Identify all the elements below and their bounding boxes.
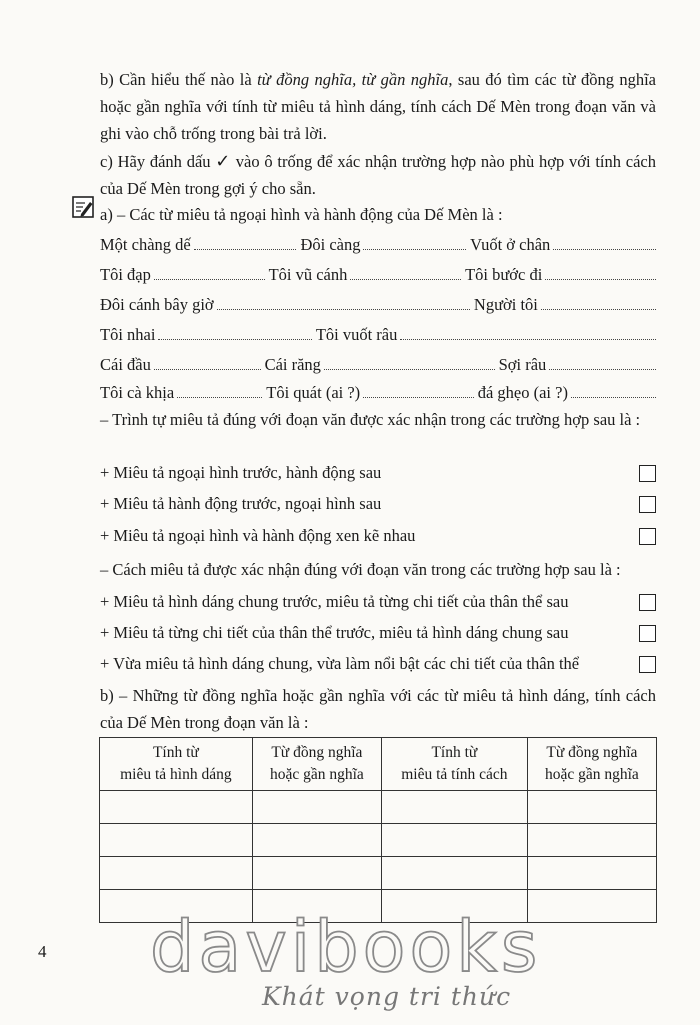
instruction-b-italic: từ đồng nghĩa, từ gần nghĩa [257,70,449,89]
fill-label: Tôi quát (ai ?) [266,383,361,402]
blank-line[interactable] [154,368,261,370]
fill-row [100,381,656,403]
fill-label: Tôi nhai [100,325,156,344]
table-cell[interactable] [381,791,527,824]
header-shape-adjective [100,738,253,791]
table-row [100,824,657,857]
fill-label: Tôi cà khịa [100,383,175,402]
instruction-b-suffix: , sau đó tìm các từ đồng nghĩa hoặc gần nghĩa với tính từ miêu tả hình dáng, tính cách Dế Mèn trong đoạn văn và ghi vào chỗ trống trong bài trả lời. [100,70,657,143]
table-cell[interactable] [527,890,656,923]
method-option [100,654,656,678]
fill-label: Cái răng [264,355,321,374]
blank-line[interactable] [363,248,466,250]
pencil-note-icon [72,196,94,218]
instruction-b-prefix: b) Cần hiểu thế nào là [100,70,258,89]
table-cell[interactable] [381,857,527,890]
option-label: + Miêu tả ngoại hình trước, hành động sau [100,463,382,482]
sequence-option [100,494,656,518]
instruction-c-prefix: c) Hãy đánh dấu [100,152,216,171]
table-row [100,791,657,824]
method-option [100,623,656,647]
fill-label: Đôi cánh bây giờ [100,295,214,314]
fill-row [100,353,656,375]
blank-line[interactable] [545,278,656,280]
header-line: miêu tả tính cách [401,766,508,783]
method-heading: – Cách miêu tả được xác nhận đúng với đoạn văn trong các trường hợp sau là : [100,560,621,579]
fill-row [100,293,656,315]
checkbox[interactable] [639,625,656,642]
checkbox[interactable] [639,465,656,482]
fill-label: Tôi vuốt râu [315,325,398,344]
page-number: 4 [38,942,47,961]
fill-row [100,323,656,345]
option-label: + Miêu tả hình dáng chung trước, miêu tả từng chi tiết của thân thể sau [100,592,569,611]
sequence-option [100,526,656,550]
option-label: + Miêu tả từng chi tiết của thân thể trước, miêu tả hình dáng chung sau [100,623,569,642]
watermark-logo: davibooks [150,906,542,988]
header-line: Tính từ [431,744,478,761]
header-character-synonym [527,738,656,791]
fill-label: Người tôi [473,295,538,314]
fill-label: Tôi vũ cánh [268,265,348,284]
table-cell[interactable] [381,824,527,857]
fill-label: đá ghẹo (ai ?) [477,383,568,402]
fill-row [100,263,656,285]
table-cell[interactable] [100,824,253,857]
checkbox[interactable] [639,496,656,513]
instruction-c [100,148,656,202]
header-character-adjective [381,738,527,791]
fill-label: Tôi đạp [100,265,151,284]
watermark-tagline: Khát vọng tri thức [262,982,512,1011]
fill-label: Sợi râu [498,355,547,374]
fill-label: Vuốt ở chân [470,235,551,254]
instruction-c-suffix: vào ô trống để xác nhận trường hợp nào phù hợp với tính cách của Dế Mèn trong gợi ý cho sẵn. [100,152,656,198]
fill-row [100,233,656,255]
checkbox[interactable] [639,594,656,611]
synonym-table [99,737,657,923]
header-line: Từ đồng nghĩa [271,744,363,761]
method-option [100,592,656,616]
option-label: + Miêu tả hành động trước, ngoại hình sau [100,494,382,513]
table-cell[interactable] [527,857,656,890]
blank-line[interactable] [158,338,311,340]
blank-line[interactable] [363,396,474,398]
blank-line[interactable] [541,308,656,310]
sequence-heading: – Trình tự miêu tả đúng với đoạn văn được xác nhận trong các trường hợp sau là : [100,410,641,429]
answer-b-heading: b) – Những từ đồng nghĩa hoặc gần nghĩa với các từ miêu tả hình dáng, tính cách của Dế Mèn trong đoạn văn là : [100,686,656,732]
checkbox[interactable] [639,528,656,545]
table-cell[interactable] [100,857,253,890]
header-line: hoặc gần nghĩa [269,766,364,783]
checkmark-icon: ✓ [215,151,232,172]
blank-line[interactable] [217,308,470,310]
fill-label: Tôi bước đi [465,265,543,284]
table-cell[interactable] [527,824,656,857]
blank-line[interactable] [154,278,265,280]
table-cell[interactable] [252,824,381,857]
blank-line[interactable] [177,396,262,398]
checkbox[interactable] [639,656,656,673]
blank-line[interactable] [400,338,656,340]
table-cell[interactable] [252,857,381,890]
header-shape-synonym [252,738,381,791]
table-cell[interactable] [252,791,381,824]
header-line: Từ đồng nghĩa [546,744,638,761]
blank-line[interactable] [194,248,297,250]
sequence-option [100,463,656,487]
option-label: + Vừa miêu tả hình dáng chung, vừa làm nổi bật các chi tiết của thân thể [100,654,580,673]
table-cell[interactable] [100,791,253,824]
blank-line[interactable] [350,278,461,280]
blank-line[interactable] [549,368,656,370]
option-label: + Miêu tả ngoại hình và hành động xen kẽ nhau [100,526,416,545]
blank-line[interactable] [553,248,656,250]
blank-line[interactable] [324,368,495,370]
table-row [100,857,657,890]
table-cell[interactable] [527,791,656,824]
fill-label: Một chàng dế [100,235,191,254]
answer-a-heading: a) – Các từ miêu tả ngoại hình và hành động của Dế Mèn là : [100,205,503,224]
header-line: Tính từ [152,744,199,761]
header-line: miêu tả hình dáng [120,766,232,783]
instruction-b [100,66,656,147]
fill-label: Đôi càng [300,235,361,254]
fill-label: Cái đầu [100,355,151,374]
header-line: hoặc gần nghĩa [544,766,639,783]
table-header-row [100,738,657,791]
blank-line[interactable] [571,396,656,398]
